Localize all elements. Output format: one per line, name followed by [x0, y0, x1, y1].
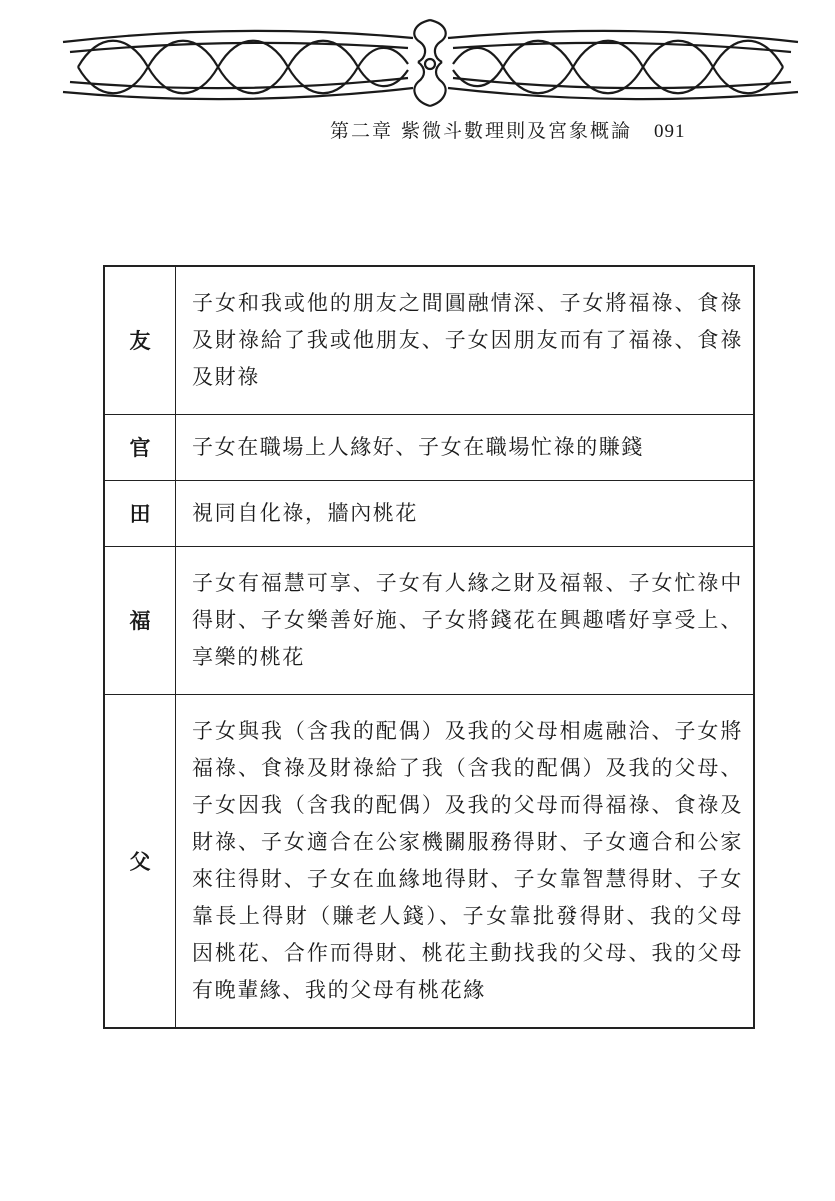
- chapter-title: 第二章 紫微斗數理則及宮象概論: [330, 120, 633, 142]
- table-row: [104, 547, 754, 695]
- description-cell: 子女在職場上人緣好、子女在職場忙祿的賺錢: [176, 415, 755, 481]
- description-cell: 子女和我或他的朋友之間圓融情深、子女將福祿、食祿及財祿給了我或他朋友、子女因朋友而有了福祿、食祿及財祿: [176, 266, 755, 415]
- table-row: [104, 481, 754, 547]
- palace-cell: 官: [104, 415, 176, 481]
- table-row: [104, 266, 754, 415]
- description-cell: 子女與我（含我的配偶）及我的父母相處融洽、子女將福祿、食祿及財祿給了我（含我的配偶）及我的父母、子女因我（含我的配偶）及我的父母而得福祿、食祿及財祿、子女適合在公家機關服務得財、子女適合和公家來往得財、子女在血緣地得財、子女靠智慧得財、子女靠長上得財（賺老人錢）、子女靠批發得財、我的父母因桃花、合作而得財、桃花主動找我的父母、我的父母有晚輩緣、我的父母有桃花緣: [176, 695, 755, 1029]
- palace-cell: 父: [104, 695, 176, 1029]
- palace-cell: 田: [104, 481, 176, 547]
- palace-cell: 友: [104, 266, 176, 415]
- palace-attribute-table: [103, 265, 755, 1029]
- palace-cell: 福: [104, 547, 176, 695]
- decorative-knot-border-icon: [58, 12, 803, 112]
- running-header: [330, 116, 770, 146]
- description-cell: 視同自化祿，牆內桃花: [176, 481, 755, 547]
- description-cell: 子女有福慧可享、子女有人緣之財及福報、子女忙祿中得財、子女樂善好施、子女將錢花在興趣嗜好享受上、享樂的桃花: [176, 547, 755, 695]
- table-row: [104, 695, 754, 1029]
- page-number: 091: [654, 121, 686, 142]
- table-row: [104, 415, 754, 481]
